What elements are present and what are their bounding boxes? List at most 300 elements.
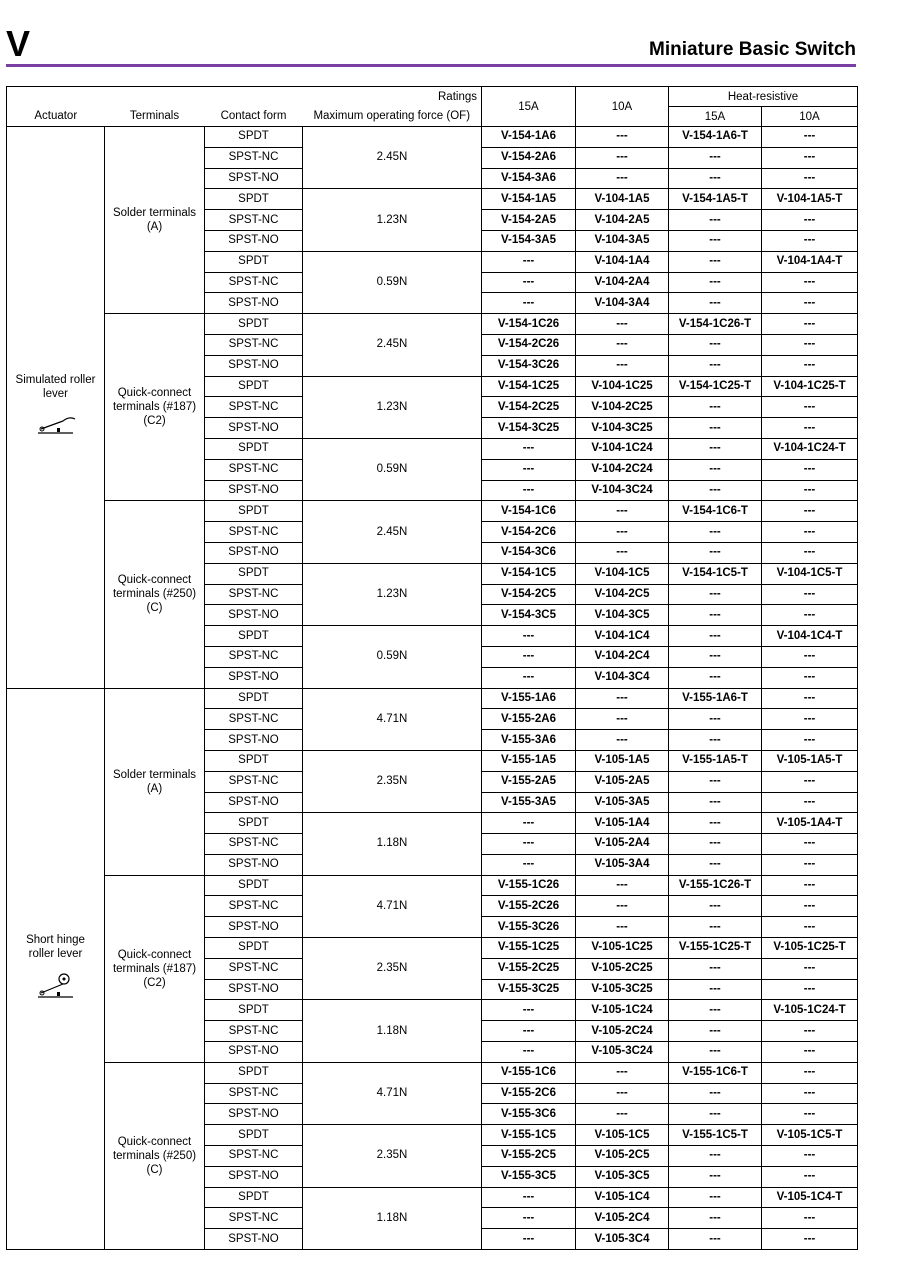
model-a15-cell: ---	[482, 626, 576, 647]
model-a10-cell: V-105-2C25	[576, 958, 669, 979]
contact-form-cell: SPDT	[205, 251, 303, 272]
model-h10-cell: ---	[762, 480, 858, 501]
model-h10-cell: ---	[762, 584, 858, 605]
model-h10-cell: ---	[762, 355, 858, 376]
model-a15-cell: V-154-3C26	[482, 355, 576, 376]
col-actuator: Actuator	[7, 107, 105, 127]
model-a15-cell: ---	[482, 1000, 576, 1021]
force-cell: 2.45N	[303, 127, 482, 189]
force-cell: 2.35N	[303, 750, 482, 812]
force-cell: 2.45N	[303, 314, 482, 376]
contact-form-cell: SPDT	[205, 189, 303, 210]
model-h15-cell: ---	[669, 230, 762, 251]
model-h10-cell: V-104-1C5-T	[762, 563, 858, 584]
model-a15-cell: V-154-3C6	[482, 542, 576, 563]
model-h10-cell: ---	[762, 1229, 858, 1250]
contact-form-cell: SPDT	[205, 688, 303, 709]
contact-form-cell: SPST-NC	[205, 334, 303, 355]
model-h15-cell: ---	[669, 272, 762, 293]
header-blank-actuator	[7, 87, 105, 107]
model-a10-cell: V-105-3C4	[576, 1229, 669, 1250]
model-a10-cell: V-105-1C5	[576, 1125, 669, 1146]
contact-form-cell: SPDT	[205, 438, 303, 459]
model-a15-cell: ---	[482, 459, 576, 480]
contact-form-cell: SPDT	[205, 314, 303, 335]
model-h15-cell: V-155-1A5-T	[669, 750, 762, 771]
model-h10-cell: ---	[762, 834, 858, 855]
contact-form-cell: SPST-NC	[205, 459, 303, 480]
table-row	[7, 875, 858, 896]
model-a10-cell: V-104-3C5	[576, 605, 669, 626]
model-a15-cell: V-154-2A5	[482, 210, 576, 231]
actuator-cell	[7, 127, 105, 689]
model-h15-cell: ---	[669, 293, 762, 314]
model-h10-cell: ---	[762, 1021, 858, 1042]
model-a10-cell: V-104-1A5	[576, 189, 669, 210]
model-a15-cell: V-154-1A6	[482, 127, 576, 148]
col-10a: 10A	[576, 87, 669, 127]
model-h10-cell: V-104-1A4-T	[762, 251, 858, 272]
col-heat-10a: 10A	[762, 107, 858, 127]
ratings-header: Ratings	[303, 87, 482, 107]
force-cell: 4.71N	[303, 688, 482, 750]
contact-form-cell: SPST-NC	[205, 771, 303, 792]
model-h15-cell: V-154-1A6-T	[669, 127, 762, 148]
model-h15-cell: ---	[669, 1146, 762, 1167]
model-h10-cell: V-104-1C24-T	[762, 438, 858, 459]
model-h10-cell: ---	[762, 1146, 858, 1167]
model-a10-cell: V-105-3C24	[576, 1042, 669, 1063]
contact-form-cell: SPST-NC	[205, 397, 303, 418]
contact-form-cell: SPDT	[205, 938, 303, 959]
model-a10-cell: V-105-3A5	[576, 792, 669, 813]
model-h15-cell: ---	[669, 438, 762, 459]
force-cell: 0.59N	[303, 251, 482, 313]
actuator-label: Short hinge roller lever	[26, 933, 85, 960]
model-h15-cell: ---	[669, 355, 762, 376]
model-a10-cell: ---	[576, 334, 669, 355]
model-h15-cell: ---	[669, 792, 762, 813]
model-a10-cell: V-105-2C5	[576, 1146, 669, 1167]
header-blank-terminals	[105, 87, 205, 107]
model-h10-cell: ---	[762, 168, 858, 189]
model-a10-cell: V-105-1A4	[576, 813, 669, 834]
model-h15-cell: ---	[669, 646, 762, 667]
model-h10-cell: ---	[762, 1042, 858, 1063]
model-h15-cell: V-154-1C6-T	[669, 501, 762, 522]
model-a15-cell: V-155-2C25	[482, 958, 576, 979]
model-a15-cell: V-155-1A5	[482, 750, 576, 771]
header-rule	[6, 64, 856, 67]
model-h15-cell: ---	[669, 854, 762, 875]
model-h15-cell: V-155-1A6-T	[669, 688, 762, 709]
model-h10-cell: ---	[762, 542, 858, 563]
terminals-cell	[105, 314, 205, 501]
model-h15-cell: ---	[669, 834, 762, 855]
model-a15-cell: V-155-2A6	[482, 709, 576, 730]
model-a15-cell: ---	[482, 251, 576, 272]
model-h15-cell: ---	[669, 1042, 762, 1063]
model-a10-cell: V-105-3C25	[576, 979, 669, 1000]
model-h10-cell: ---	[762, 730, 858, 751]
model-h15-cell: ---	[669, 605, 762, 626]
model-h10-cell: ---	[762, 896, 858, 917]
model-a10-cell: V-104-2C25	[576, 397, 669, 418]
model-h10-cell: ---	[762, 1083, 858, 1104]
model-a15-cell: V-155-3A6	[482, 730, 576, 751]
contact-form-cell: SPST-NO	[205, 1042, 303, 1063]
contact-form-cell: SPST-NC	[205, 709, 303, 730]
model-h10-cell: ---	[762, 917, 858, 938]
contact-form-cell: SPST-NC	[205, 1208, 303, 1229]
force-cell: 1.18N	[303, 813, 482, 875]
model-h10-cell: ---	[762, 210, 858, 231]
model-h15-cell: ---	[669, 667, 762, 688]
model-h15-cell: ---	[669, 771, 762, 792]
model-a15-cell: V-154-2C26	[482, 334, 576, 355]
model-h10-cell: V-105-1C24-T	[762, 1000, 858, 1021]
model-h15-cell: V-155-1C5-T	[669, 1125, 762, 1146]
model-a10-cell: V-104-2A4	[576, 272, 669, 293]
model-a10-cell: V-105-1C25	[576, 938, 669, 959]
terminals-label: Quick-connect terminals (#187) (C2)	[112, 387, 197, 428]
contact-form-cell: SPDT	[205, 376, 303, 397]
model-a10-cell: ---	[576, 314, 669, 335]
actuator-label: Simulated roller lever	[15, 374, 96, 401]
actuator-cell	[7, 688, 105, 1250]
model-h10-cell: ---	[762, 709, 858, 730]
model-h15-cell: ---	[669, 1000, 762, 1021]
model-a10-cell: V-104-2C24	[576, 459, 669, 480]
model-a10-cell: ---	[576, 875, 669, 896]
model-a10-cell: V-105-2C4	[576, 1208, 669, 1229]
model-a15-cell: V-155-2C6	[482, 1083, 576, 1104]
contact-form-cell: SPST-NO	[205, 730, 303, 751]
model-a10-cell: ---	[576, 1062, 669, 1083]
model-h10-cell: ---	[762, 1104, 858, 1125]
model-a15-cell: V-155-1C25	[482, 938, 576, 959]
model-h15-cell: ---	[669, 1021, 762, 1042]
model-h10-cell: ---	[762, 605, 858, 626]
force-cell: 1.18N	[303, 1000, 482, 1062]
model-h10-cell: ---	[762, 792, 858, 813]
model-a15-cell: ---	[482, 834, 576, 855]
contact-form-cell: SPST-NO	[205, 418, 303, 439]
model-a15-cell: V-154-1C5	[482, 563, 576, 584]
contact-form-cell: SPST-NC	[205, 1146, 303, 1167]
contact-form-cell: SPST-NC	[205, 522, 303, 543]
model-h10-cell: V-105-1C4-T	[762, 1187, 858, 1208]
model-h10-cell: V-104-1C25-T	[762, 376, 858, 397]
model-a10-cell: ---	[576, 1083, 669, 1104]
col-heat-15a: 15A	[669, 107, 762, 127]
terminals-cell	[105, 127, 205, 314]
model-a15-cell: V-154-3A5	[482, 230, 576, 251]
contact-form-cell: SPST-NO	[205, 917, 303, 938]
model-a15-cell: V-154-2C5	[482, 584, 576, 605]
model-h15-cell: V-155-1C26-T	[669, 875, 762, 896]
model-a10-cell: V-104-1C5	[576, 563, 669, 584]
contact-form-cell: SPDT	[205, 1000, 303, 1021]
contact-form-cell: SPST-NO	[205, 667, 303, 688]
model-a10-cell: V-105-1C24	[576, 1000, 669, 1021]
model-a15-cell: V-155-2C26	[482, 896, 576, 917]
model-a10-cell: V-104-3A4	[576, 293, 669, 314]
model-a15-cell: ---	[482, 272, 576, 293]
model-h10-cell: ---	[762, 230, 858, 251]
contact-form-cell: SPST-NC	[205, 1021, 303, 1042]
contact-form-cell: SPDT	[205, 1062, 303, 1083]
force-cell: 2.35N	[303, 938, 482, 1000]
model-h10-cell: V-105-1C25-T	[762, 938, 858, 959]
terminals-label: Quick-connect terminals (#250) (C)	[112, 1135, 197, 1176]
contact-form-cell: SPST-NC	[205, 646, 303, 667]
short-hinge-roller-lever-icon	[7, 971, 104, 1005]
model-h10-cell: V-104-1C4-T	[762, 626, 858, 647]
model-h15-cell: ---	[669, 210, 762, 231]
contact-form-cell: SPST-NO	[205, 792, 303, 813]
contact-form-cell: SPST-NC	[205, 210, 303, 231]
model-a15-cell: V-155-1A6	[482, 688, 576, 709]
model-a15-cell: V-155-2C5	[482, 1146, 576, 1167]
force-cell: 4.71N	[303, 875, 482, 937]
col-15a: 15A	[482, 87, 576, 127]
model-h15-cell: ---	[669, 1083, 762, 1104]
model-a10-cell: ---	[576, 355, 669, 376]
model-h10-cell: ---	[762, 854, 858, 875]
model-h15-cell: ---	[669, 459, 762, 480]
model-h10-cell: ---	[762, 397, 858, 418]
contact-form-cell: SPST-NO	[205, 605, 303, 626]
contact-form-cell: SPST-NC	[205, 834, 303, 855]
model-a10-cell: ---	[576, 709, 669, 730]
model-a10-cell: V-105-3A4	[576, 854, 669, 875]
model-a15-cell: V-154-2C6	[482, 522, 576, 543]
model-a10-cell: ---	[576, 522, 669, 543]
model-a15-cell: ---	[482, 1208, 576, 1229]
model-h15-cell: ---	[669, 730, 762, 751]
model-h10-cell: ---	[762, 646, 858, 667]
model-h10-cell: V-105-1C5-T	[762, 1125, 858, 1146]
model-a15-cell: ---	[482, 1021, 576, 1042]
model-a15-cell: V-154-3C5	[482, 605, 576, 626]
contact-form-cell: SPST-NO	[205, 355, 303, 376]
model-a15-cell: ---	[482, 1187, 576, 1208]
model-h15-cell: V-154-1C25-T	[669, 376, 762, 397]
terminals-label: Solder terminals (A)	[112, 207, 197, 234]
terminals-label: Quick-connect terminals (#187) (C2)	[112, 948, 197, 989]
model-h10-cell: ---	[762, 127, 858, 148]
model-a10-cell: V-104-2C5	[576, 584, 669, 605]
col-contact-form: Contact form	[205, 107, 303, 127]
model-a15-cell: V-154-1C6	[482, 501, 576, 522]
model-h15-cell: ---	[669, 1104, 762, 1125]
model-h15-cell: ---	[669, 1166, 762, 1187]
contact-form-cell: SPST-NO	[205, 293, 303, 314]
model-a10-cell: V-104-1C24	[576, 438, 669, 459]
contact-form-cell: SPST-NO	[205, 480, 303, 501]
terminals-cell	[105, 501, 205, 688]
model-a10-cell: V-104-1C4	[576, 626, 669, 647]
model-h10-cell: ---	[762, 1166, 858, 1187]
model-h10-cell: ---	[762, 688, 858, 709]
model-h10-cell: V-104-1A5-T	[762, 189, 858, 210]
contact-form-cell: SPDT	[205, 813, 303, 834]
model-a10-cell: V-104-3C25	[576, 418, 669, 439]
model-a15-cell: V-155-3C6	[482, 1104, 576, 1125]
model-a15-cell: V-155-3A5	[482, 792, 576, 813]
model-h15-cell: ---	[669, 251, 762, 272]
model-a10-cell: ---	[576, 168, 669, 189]
model-a15-cell: V-155-3C5	[482, 1166, 576, 1187]
model-h15-cell: ---	[669, 168, 762, 189]
model-a10-cell: V-105-1C4	[576, 1187, 669, 1208]
model-a10-cell: V-104-3C4	[576, 667, 669, 688]
table-row	[7, 501, 858, 522]
table-row	[7, 314, 858, 335]
force-cell: 1.23N	[303, 376, 482, 438]
contact-form-cell: SPST-NC	[205, 958, 303, 979]
contact-form-cell: SPST-NO	[205, 979, 303, 1000]
model-a15-cell: ---	[482, 293, 576, 314]
model-a10-cell: V-104-3C24	[576, 480, 669, 501]
model-h10-cell: ---	[762, 147, 858, 168]
contact-form-cell: SPST-NO	[205, 854, 303, 875]
model-h15-cell: V-154-1A5-T	[669, 189, 762, 210]
model-a10-cell: ---	[576, 730, 669, 751]
brand-logo: V	[6, 23, 31, 64]
model-a10-cell: V-104-2A5	[576, 210, 669, 231]
model-a15-cell: V-154-2A6	[482, 147, 576, 168]
model-a10-cell: ---	[576, 542, 669, 563]
model-h10-cell: ---	[762, 875, 858, 896]
contact-form-cell: SPST-NO	[205, 230, 303, 251]
contact-form-cell: SPST-NC	[205, 584, 303, 605]
contact-form-cell: SPST-NO	[205, 1229, 303, 1250]
model-h15-cell: ---	[669, 584, 762, 605]
model-a10-cell: V-105-2A5	[576, 771, 669, 792]
model-a15-cell: V-155-3C26	[482, 917, 576, 938]
model-h10-cell: ---	[762, 272, 858, 293]
model-a10-cell: ---	[576, 147, 669, 168]
model-h15-cell: ---	[669, 979, 762, 1000]
model-h15-cell: V-154-1C5-T	[669, 563, 762, 584]
heat-resistive-header: Heat-resistive	[669, 87, 858, 107]
model-h10-cell: ---	[762, 1062, 858, 1083]
contact-form-cell: SPST-NC	[205, 272, 303, 293]
contact-form-cell: SPDT	[205, 1125, 303, 1146]
force-cell: 1.23N	[303, 563, 482, 625]
table-row	[7, 1062, 858, 1083]
model-a15-cell: ---	[482, 667, 576, 688]
model-a10-cell: V-104-2C4	[576, 646, 669, 667]
header-blank-contact	[205, 87, 303, 107]
col-force: Maximum operating force (OF)	[303, 107, 482, 127]
contact-form-cell: SPDT	[205, 501, 303, 522]
force-cell: 1.18N	[303, 1187, 482, 1249]
model-h15-cell: ---	[669, 418, 762, 439]
model-a10-cell: ---	[576, 501, 669, 522]
model-h10-cell: ---	[762, 418, 858, 439]
model-h10-cell: ---	[762, 1208, 858, 1229]
model-h15-cell: ---	[669, 958, 762, 979]
model-a10-cell: ---	[576, 688, 669, 709]
model-h15-cell: ---	[669, 522, 762, 543]
model-a10-cell: ---	[576, 896, 669, 917]
model-a15-cell: V-154-3A6	[482, 168, 576, 189]
model-a10-cell: V-105-2A4	[576, 834, 669, 855]
model-a15-cell: V-154-2C25	[482, 397, 576, 418]
model-h15-cell: ---	[669, 1208, 762, 1229]
contact-form-cell: SPDT	[205, 750, 303, 771]
contact-form-cell: SPDT	[205, 875, 303, 896]
model-h10-cell: ---	[762, 667, 858, 688]
model-a15-cell: V-155-2A5	[482, 771, 576, 792]
model-h15-cell: ---	[669, 709, 762, 730]
model-a15-cell: ---	[482, 646, 576, 667]
model-a15-cell: V-154-1C26	[482, 314, 576, 335]
simulated-roller-lever-icon	[7, 411, 104, 441]
model-h10-cell: ---	[762, 293, 858, 314]
contact-form-cell: SPST-NC	[205, 147, 303, 168]
terminals-cell	[105, 875, 205, 1062]
terminals-label: Solder terminals (A)	[112, 768, 197, 795]
model-h15-cell: ---	[669, 626, 762, 647]
model-a10-cell: ---	[576, 127, 669, 148]
model-a15-cell: V-154-1A5	[482, 189, 576, 210]
model-a10-cell: V-105-3C5	[576, 1166, 669, 1187]
model-h15-cell: V-155-1C25-T	[669, 938, 762, 959]
contact-form-cell: SPDT	[205, 626, 303, 647]
model-a15-cell: V-155-1C26	[482, 875, 576, 896]
force-cell: 0.59N	[303, 438, 482, 500]
model-a15-cell: ---	[482, 1042, 576, 1063]
contact-form-cell: SPST-NO	[205, 1104, 303, 1125]
col-terminals: Terminals	[105, 107, 205, 127]
model-h10-cell: ---	[762, 771, 858, 792]
model-a15-cell: ---	[482, 438, 576, 459]
force-cell: 2.45N	[303, 501, 482, 563]
model-h10-cell: ---	[762, 334, 858, 355]
model-h10-cell: ---	[762, 522, 858, 543]
model-h15-cell: V-154-1C26-T	[669, 314, 762, 335]
model-h15-cell: ---	[669, 542, 762, 563]
contact-form-cell: SPST-NO	[205, 1166, 303, 1187]
model-h15-cell: V-155-1C6-T	[669, 1062, 762, 1083]
model-h10-cell: ---	[762, 979, 858, 1000]
model-h15-cell: ---	[669, 813, 762, 834]
contact-form-cell: SPDT	[205, 127, 303, 148]
force-cell: 0.59N	[303, 626, 482, 688]
model-h15-cell: ---	[669, 480, 762, 501]
contact-form-cell: SPST-NC	[205, 896, 303, 917]
model-h10-cell: ---	[762, 314, 858, 335]
contact-form-cell: SPDT	[205, 563, 303, 584]
table-row	[7, 688, 858, 709]
model-h10-cell: ---	[762, 459, 858, 480]
model-a10-cell: V-105-1A5	[576, 750, 669, 771]
model-a10-cell: V-104-1C25	[576, 376, 669, 397]
model-h15-cell: ---	[669, 1187, 762, 1208]
contact-form-cell: SPST-NO	[205, 542, 303, 563]
model-a15-cell: ---	[482, 854, 576, 875]
model-a10-cell: ---	[576, 1104, 669, 1125]
terminals-label: Quick-connect terminals (#250) (C)	[112, 574, 197, 615]
model-a15-cell: V-155-1C5	[482, 1125, 576, 1146]
model-a15-cell: ---	[482, 480, 576, 501]
contact-form-cell: SPST-NO	[205, 168, 303, 189]
model-h15-cell: ---	[669, 896, 762, 917]
